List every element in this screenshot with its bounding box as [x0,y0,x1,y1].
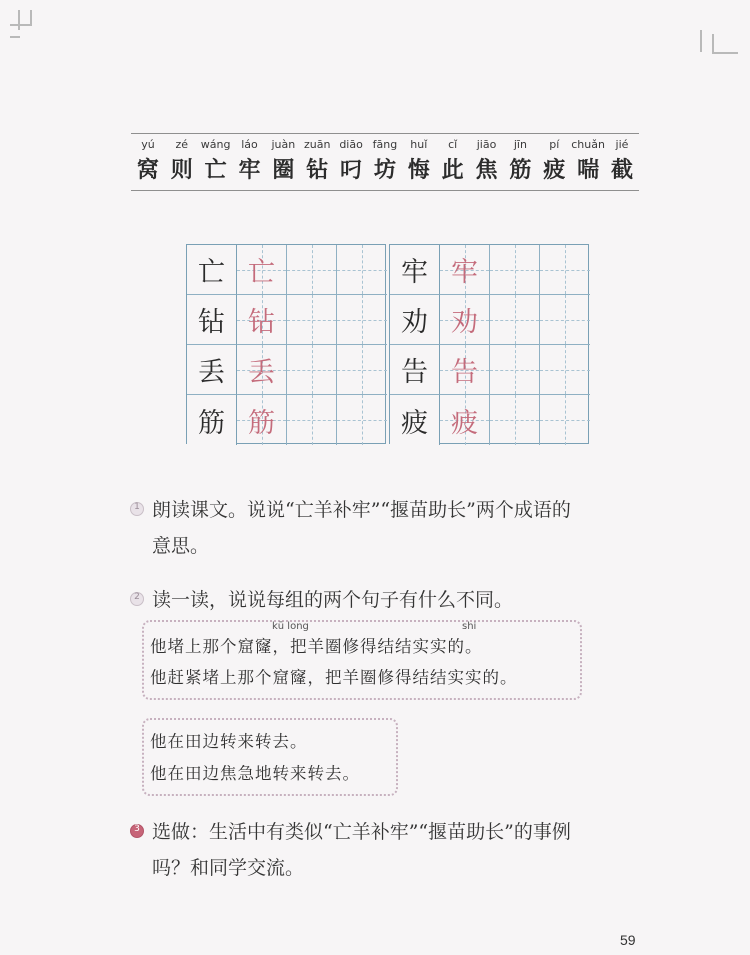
new-character: 叼 [340,157,363,183]
pinyin-label: chuǎn [571,138,605,151]
model-character: 劝 [401,307,428,338]
exercise-2-line-1: 读一读，说说每组的两个句子有什么不同。 [152,589,514,611]
new-character: 疲 [543,157,566,183]
trace-character: 丢 [248,357,275,388]
sentence-group-2 [142,718,398,796]
practice-cell [337,395,387,445]
new-character: 筋 [509,157,532,183]
trace-character: 亡 [248,257,275,288]
sentence-2b: 他在田边焦急地转来转去。 [150,764,360,783]
model-character-cell [390,395,440,445]
new-character: 钻 [306,157,329,183]
pinyin-label: fāng [372,138,398,151]
model-character: 筋 [198,407,225,439]
pinyin-label: wáng [200,138,231,151]
practice-cell [540,245,590,295]
trace-character: 钻 [248,307,275,338]
new-character: 喘 [577,157,600,183]
model-character-cell [187,295,237,345]
exercise-1-line-1: 朗读课文。说说“亡羊补牢”“揠苗助长”两个成语的 [152,499,571,521]
model-character: 亡 [198,257,225,288]
crop-mark [30,10,32,26]
crop-mark [10,36,20,38]
practice-cell [490,245,540,295]
pinyin-label: zuān [303,138,331,151]
practice-cell [287,395,337,445]
pinyin-row [131,138,639,154]
model-character: 钻 [198,307,225,338]
model-character: 牢 [401,257,428,288]
writing-grid-right [389,244,589,444]
model-character: 告 [401,357,428,388]
model-character-cell [187,395,237,445]
crop-mark [18,10,20,30]
pinyin-label: diāo [339,138,363,151]
new-character: 焦 [475,157,498,183]
exercise-1-line-2: 意思。 [152,535,210,557]
exercise-number: 1 [134,502,140,512]
crop-mark [712,52,738,54]
character-row [131,154,639,186]
sentence-1a: 他堵上那个窟窿，把羊圈修得结结实实的。 [150,637,483,656]
new-character: 则 [170,157,193,183]
new-character: 悔 [407,157,430,183]
new-character: 此 [441,157,464,183]
pinyin-label: láo [241,138,258,151]
crop-mark [700,30,702,52]
practice-cell [337,245,387,295]
practice-cell [540,295,590,345]
new-character: 截 [610,157,633,183]
trace-character-cell [440,345,490,395]
pinyin-label: zé [175,138,189,151]
practice-cell [287,295,337,345]
trace-character: 筋 [248,407,275,439]
practice-cell [490,295,540,345]
trace-character: 牢 [451,257,478,288]
exercise-bullet-1 [130,502,144,516]
pinyin-label: cǐ [448,138,458,151]
new-character: 坊 [373,157,396,183]
practice-cell [287,245,337,295]
trace-character-cell [440,295,490,345]
model-character: 丢 [198,357,225,388]
page-number: 59 [620,932,636,948]
trace-character-cell [237,345,287,395]
trace-character-cell [440,245,490,295]
new-character: 牢 [238,157,261,183]
practice-cell [337,345,387,395]
model-character-cell [390,295,440,345]
pinyin-label: jié [615,138,629,151]
trace-character: 劝 [451,307,478,338]
practice-cell [337,295,387,345]
model-character-cell [390,245,440,295]
pinyin-label: jiāo [476,138,497,151]
sentence-1b: 他赶紧堵上那个窟窿，把羊圈修得结结实实的。 [150,668,518,687]
trace-character-cell [237,295,287,345]
trace-character-cell [237,245,287,295]
pinyin-label: jīn [513,138,527,151]
exercise-number: 2 [134,592,140,602]
practice-cell [490,395,540,445]
crop-mark [712,34,714,54]
exercise-bullet-3 [130,824,144,838]
exercise-number: 3 [134,824,140,834]
sentence-group-1 [142,620,582,700]
exercise-3-line-1: 选做：生活中有类似“亡羊补牢”“揠苗助长”的事例 [152,821,571,843]
crop-mark [10,24,32,26]
new-characters-band [131,133,639,191]
trace-character: 告 [451,357,478,388]
new-character: 亡 [204,157,227,183]
model-character: 疲 [401,407,428,439]
pinyin-label: yú [141,138,155,151]
exercise-3-line-2: 吗？和同学交流。 [152,857,305,879]
practice-cell [540,345,590,395]
model-character-cell [187,245,237,295]
sentence-2a: 他在田边转来转去。 [150,732,308,751]
writing-grid-left [186,244,386,444]
practice-cell [287,345,337,395]
pinyin-label: juàn [271,138,296,151]
practice-cell [540,395,590,445]
exercise-bullet-2 [130,592,144,606]
ruby-shi: shi [462,621,477,632]
pinyin-label: huǐ [410,138,428,151]
trace-character-cell [440,395,490,445]
ruby-kulong: kū long [272,621,309,632]
trace-character: 疲 [451,407,478,439]
trace-character-cell [237,395,287,445]
model-character-cell [390,345,440,395]
new-character: 圈 [272,157,295,183]
practice-cell [490,345,540,395]
new-character: 窝 [136,157,159,183]
pinyin-label: pí [549,138,560,151]
model-character-cell [187,345,237,395]
